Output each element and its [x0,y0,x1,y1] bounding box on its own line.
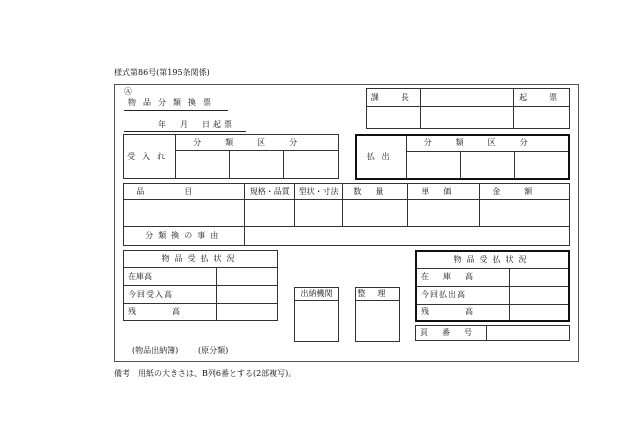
ledger-note: (物品出納簿) [132,346,179,355]
reason-label: 分類換の事由 [124,227,245,246]
receipt-current-value[interactable] [217,286,278,304]
col-spec: 規格・品質 [245,184,294,200]
issuing-agency-box [294,287,339,342]
drafter-stamp[interactable] [514,107,570,129]
disbursement-class-cell-2[interactable] [460,151,515,179]
form-title: 物品分類換票 [128,98,218,107]
section-chief-label: 課 長 [367,89,421,107]
disbursement-stock-value[interactable] [510,268,570,286]
page-number-table [415,325,570,341]
col-unit-price: 単価 [408,184,479,200]
receipt-status-table [123,250,278,321]
unit-price-cell[interactable] [408,200,479,227]
form-number: 様式第86号(第195条関係) [114,68,210,77]
receipt-class-cell-1[interactable] [176,151,230,179]
disbursement-current-label: 今回払出高 [416,286,510,304]
drafter-label: 起 票 [514,89,570,107]
receipt-current-label: 今回受入高 [124,286,217,304]
disbursement-class-cell-3[interactable] [515,151,569,179]
receipt-class-cell-3[interactable] [284,151,339,179]
date-underline [124,131,246,132]
item-cell[interactable] [124,200,245,227]
disbursement-balance-value[interactable] [510,304,570,321]
receipt-class-cell-2[interactable] [229,151,284,179]
receipt-label: 受入れ [124,135,176,179]
spec-cell[interactable] [245,200,294,227]
remark: 備考 用紙の大きさは、B列6番とする(2部複写)。 [114,369,297,378]
receipt-stock-label: 在庫高 [128,271,152,281]
col-quantity: 数量 [343,184,408,200]
items-table [123,183,570,246]
page-number-value[interactable] [487,326,570,341]
issuing-agency-label: 出納機関 [295,288,339,301]
approval-table [366,88,570,129]
approval-cell[interactable] [420,89,514,107]
quantity-cell[interactable] [343,200,408,227]
original-note: (原分類) [198,346,229,355]
disbursement-balance-label: 残高 [416,304,510,321]
col-shape: 型状・寸法 [294,184,343,200]
receipt-table [123,134,339,179]
receipt-status-title: 物品受払状況 [124,251,278,268]
disbursement-status-title: 物品受払状況 [416,251,569,268]
title-underline [124,110,228,111]
disbursement-classification-header: 分類区分 [407,135,569,151]
receipt-classification-header: 分類区分 [176,135,339,151]
receipt-balance-value[interactable] [217,304,278,321]
disbursement-current-value[interactable] [510,286,570,304]
receipt-balance-label: 残高 [124,304,217,321]
filing-box [355,287,400,342]
date-line: 年 月 日起票 [158,120,235,129]
page-number-label: 頁番号 [416,326,487,341]
receipt-stock-value[interactable] [217,268,278,286]
reason-cell[interactable] [245,227,570,246]
form-symbol: Ⓐ [124,87,132,96]
disbursement-status-table [415,250,570,322]
section-chief-stamp[interactable] [367,107,421,129]
disbursement-class-cell-1[interactable] [407,151,461,179]
shape-cell[interactable] [294,200,343,227]
disbursement-stock-label: 在庫高 [416,268,510,286]
filing-stamp[interactable] [356,301,400,342]
col-item: 品目 [124,184,245,200]
col-amount: 金額 [479,184,569,200]
issuing-agency-stamp[interactable] [295,301,339,342]
disbursement-label: 払出 [356,135,407,179]
filing-label: 整理 [356,288,400,301]
approval-stamp[interactable] [420,107,514,129]
disbursement-table [355,134,570,180]
amount-cell[interactable] [479,200,569,227]
